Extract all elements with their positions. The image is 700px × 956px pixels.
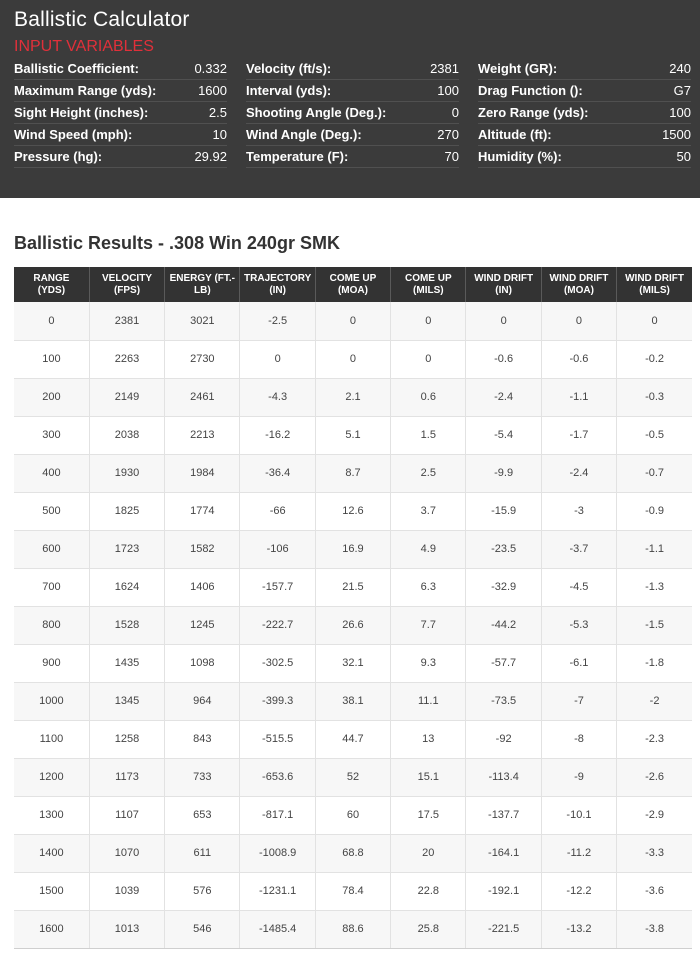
input-row — [14, 146, 692, 168]
column-header — [240, 267, 315, 302]
column-header-line: (MILS) — [639, 284, 670, 296]
column-header — [89, 267, 164, 302]
table-row — [14, 302, 692, 340]
column-header-line: (MOA) — [337, 284, 368, 296]
table-cell: -1.3 — [617, 568, 692, 606]
ballistic-coefficient-field[interactable] — [14, 58, 227, 80]
table-cell: 38.1 — [315, 682, 390, 720]
field-value[interactable]: 1500 — [662, 127, 691, 142]
column-header-line: COME UP — [404, 272, 452, 284]
field-label: Shooting Angle (Deg.): — [246, 105, 387, 120]
table-cell: 2213 — [165, 416, 240, 454]
table-cell: 9.3 — [391, 644, 466, 682]
field-label: Ballistic Coefficient: — [14, 61, 139, 76]
table-cell: 78.4 — [315, 872, 390, 910]
table-cell: 1070 — [89, 834, 164, 872]
table-cell: -16.2 — [240, 416, 315, 454]
table-cell: -1231.1 — [240, 872, 315, 910]
table-cell: -13.2 — [541, 910, 616, 948]
table-cell: 15.1 — [391, 758, 466, 796]
column-header-line: COME UP — [329, 272, 377, 284]
field-label: Wind Speed (mph): — [14, 127, 133, 142]
field-value[interactable]: 50 — [676, 149, 691, 164]
altitude-field[interactable] — [478, 124, 691, 146]
table-cell: 1435 — [89, 644, 164, 682]
table-cell: 8.7 — [315, 454, 390, 492]
table-cell: -0.6 — [541, 340, 616, 378]
table-cell: 2.5 — [391, 454, 466, 492]
table-cell: 700 — [14, 568, 89, 606]
input-row — [14, 124, 692, 146]
table-cell: -3 — [541, 492, 616, 530]
table-header — [14, 267, 692, 302]
table-cell: -3.6 — [617, 872, 692, 910]
table-cell: 500 — [14, 492, 89, 530]
field-value[interactable]: 100 — [669, 105, 691, 120]
table-cell: -12.2 — [541, 872, 616, 910]
table-cell: -106 — [240, 530, 315, 568]
table-cell: 52 — [315, 758, 390, 796]
table-cell: -221.5 — [466, 910, 541, 948]
table-cell: 653 — [165, 796, 240, 834]
table-cell: -817.1 — [240, 796, 315, 834]
table-row — [14, 454, 692, 492]
table-cell: 1723 — [89, 530, 164, 568]
field-label: Temperature (F): — [246, 149, 349, 164]
table-row — [14, 720, 692, 758]
table-cell: -157.7 — [240, 568, 315, 606]
table-cell: -5.3 — [541, 606, 616, 644]
field-value[interactable]: 29.92 — [194, 149, 227, 164]
table-row — [14, 378, 692, 416]
wind-speed-field[interactable] — [14, 124, 227, 146]
table-cell: 611 — [165, 834, 240, 872]
field-label: Drag Function (): — [478, 83, 583, 98]
column-header-line: (FPS) — [113, 284, 141, 296]
table-cell: -113.4 — [466, 758, 541, 796]
table-cell: -2.3 — [617, 720, 692, 758]
field-value[interactable]: 1600 — [198, 83, 227, 98]
input-row — [14, 80, 692, 102]
input-row — [14, 102, 692, 124]
table-body — [14, 302, 692, 948]
table-cell: -66 — [240, 492, 315, 530]
column-header-line: VELOCITY — [101, 272, 152, 284]
table-cell: 1245 — [165, 606, 240, 644]
table-row — [14, 910, 692, 948]
table-cell: 2.1 — [315, 378, 390, 416]
table-cell: -2.5 — [240, 302, 315, 340]
column-header — [466, 267, 541, 302]
drag-function-field[interactable] — [478, 80, 691, 102]
field-value[interactable]: 240 — [669, 61, 691, 76]
table-cell: 3.7 — [391, 492, 466, 530]
table-row — [14, 492, 692, 530]
column-header — [617, 267, 692, 302]
table-cell: -137.7 — [466, 796, 541, 834]
table-cell: -6.1 — [541, 644, 616, 682]
wind-angle-field[interactable] — [246, 124, 459, 146]
field-label: Wind Angle (Deg.): — [246, 127, 362, 142]
table-cell: -9.9 — [466, 454, 541, 492]
table-cell: 0 — [541, 302, 616, 340]
table-cell: -10.1 — [541, 796, 616, 834]
column-header-line: (MOA) — [563, 284, 594, 296]
velocity-field[interactable] — [246, 58, 459, 80]
table-cell: -2.9 — [617, 796, 692, 834]
table-cell: 0 — [315, 302, 390, 340]
table-cell: 32.1 — [315, 644, 390, 682]
column-header — [165, 267, 240, 302]
field-label: Pressure (hg): — [14, 149, 103, 164]
table-cell: 900 — [14, 644, 89, 682]
table-cell: 1528 — [89, 606, 164, 644]
column-header — [541, 267, 616, 302]
column-header-line: LB) — [193, 284, 211, 296]
table-cell: 1774 — [165, 492, 240, 530]
column-header-line: (YDS) — [37, 284, 66, 296]
table-cell: 1406 — [165, 568, 240, 606]
table-cell: -1.5 — [617, 606, 692, 644]
field-value[interactable]: 10 — [212, 127, 227, 142]
table-cell: -57.7 — [466, 644, 541, 682]
table-cell: -0.2 — [617, 340, 692, 378]
table-cell: 800 — [14, 606, 89, 644]
table-cell: -73.5 — [466, 682, 541, 720]
table-cell: 1930 — [89, 454, 164, 492]
table-cell: -1008.9 — [240, 834, 315, 872]
table-cell: -2.4 — [466, 378, 541, 416]
table-cell: -92 — [466, 720, 541, 758]
table-row — [14, 530, 692, 568]
table-cell: -0.7 — [617, 454, 692, 492]
table-cell: 60 — [315, 796, 390, 834]
humidity-field[interactable] — [478, 146, 691, 168]
field-label: Interval (yds): — [246, 83, 332, 98]
interval-field[interactable] — [246, 80, 459, 102]
table-cell: 26.6 — [315, 606, 390, 644]
input-variables-heading: INPUT VARIABLES — [14, 38, 154, 55]
table-cell: 1173 — [89, 758, 164, 796]
field-label: Velocity (ft/s): — [246, 61, 332, 76]
table-cell: 1582 — [165, 530, 240, 568]
table-cell: 964 — [165, 682, 240, 720]
field-label: Sight Height (inches): — [14, 105, 149, 120]
maximum-range-field[interactable] — [14, 80, 227, 102]
table-cell: -3.8 — [617, 910, 692, 948]
table-cell: 12.6 — [315, 492, 390, 530]
header-row — [14, 267, 692, 302]
table-cell: 3021 — [165, 302, 240, 340]
table-cell: 1200 — [14, 758, 89, 796]
table-cell: -2 — [617, 682, 692, 720]
table-cell: 0 — [391, 340, 466, 378]
field-value[interactable]: 2.5 — [208, 105, 227, 120]
column-header-line: TRAJECTORY — [244, 272, 312, 284]
table-cell: -32.9 — [466, 568, 541, 606]
temperature-field[interactable] — [246, 146, 459, 168]
table-cell: 1.5 — [391, 416, 466, 454]
table-row — [14, 416, 692, 454]
table-cell: 0 — [315, 340, 390, 378]
sight-height-field[interactable] — [14, 102, 227, 124]
table-cell: 1624 — [89, 568, 164, 606]
table-cell: -36.4 — [240, 454, 315, 492]
table-cell: -2.4 — [541, 454, 616, 492]
shooting-angle-field[interactable] — [246, 102, 459, 124]
table-cell: 576 — [165, 872, 240, 910]
table-cell: -164.1 — [466, 834, 541, 872]
table-cell: -0.9 — [617, 492, 692, 530]
table-cell: 843 — [165, 720, 240, 758]
table-cell: -192.1 — [466, 872, 541, 910]
table-cell: 0 — [14, 302, 89, 340]
column-header-line: ENERGY (FT.- — [169, 272, 236, 284]
table-row — [14, 606, 692, 644]
table-row — [14, 796, 692, 834]
table-cell: -3.7 — [541, 530, 616, 568]
table-cell: -7 — [541, 682, 616, 720]
table-cell: 11.1 — [391, 682, 466, 720]
column-header-line: WIND DRIFT — [549, 272, 609, 284]
table-cell: -1.1 — [541, 378, 616, 416]
pressure-field[interactable] — [14, 146, 227, 168]
field-label: Zero Range (yds): — [478, 105, 589, 120]
table-cell: 1000 — [14, 682, 89, 720]
table-cell: 16.9 — [315, 530, 390, 568]
table-cell: -23.5 — [466, 530, 541, 568]
table-cell: 1013 — [89, 910, 164, 948]
table-cell: -1485.4 — [240, 910, 315, 948]
field-value[interactable]: 70 — [444, 149, 459, 164]
table-cell: 1825 — [89, 492, 164, 530]
column-header-line: (IN) — [269, 284, 286, 296]
field-value[interactable]: 0.332 — [194, 61, 227, 76]
table-cell: 17.5 — [391, 796, 466, 834]
table-cell: -302.5 — [240, 644, 315, 682]
table-cell: 2381 — [89, 302, 164, 340]
table-cell: 22.8 — [391, 872, 466, 910]
field-label: Weight (GR): — [478, 61, 558, 76]
table-cell: -44.2 — [466, 606, 541, 644]
column-header-line: WIND DRIFT — [625, 272, 684, 284]
table-cell: 1258 — [89, 720, 164, 758]
table-cell: 1039 — [89, 872, 164, 910]
zero-range-field[interactable] — [478, 102, 691, 124]
table-cell: 2730 — [165, 340, 240, 378]
table-cell: 6.3 — [391, 568, 466, 606]
table-cell: -3.3 — [617, 834, 692, 872]
table-row — [14, 834, 692, 872]
field-value[interactable]: 100 — [437, 83, 459, 98]
table-row — [14, 568, 692, 606]
input-row — [14, 58, 692, 80]
column-header — [391, 267, 466, 302]
table-cell: 0 — [240, 340, 315, 378]
table-row — [14, 644, 692, 682]
table-cell: -0.6 — [466, 340, 541, 378]
table-cell: 1100 — [14, 720, 89, 758]
field-value[interactable]: 270 — [437, 127, 459, 142]
table-cell: -653.6 — [240, 758, 315, 796]
table-cell: 25.8 — [391, 910, 466, 948]
field-value[interactable]: G7 — [673, 83, 691, 98]
table-cell: 1345 — [89, 682, 164, 720]
input-variables-grid — [14, 58, 692, 168]
table-cell: 13 — [391, 720, 466, 758]
table-cell: -4.5 — [541, 568, 616, 606]
table-cell: 0 — [617, 302, 692, 340]
table-cell: 1098 — [165, 644, 240, 682]
table-cell: 600 — [14, 530, 89, 568]
table-cell: -399.3 — [240, 682, 315, 720]
column-header-line: RANGE — [33, 272, 70, 284]
table-cell: -0.3 — [617, 378, 692, 416]
table-cell: 1300 — [14, 796, 89, 834]
table-cell: 1107 — [89, 796, 164, 834]
table-cell: -5.4 — [466, 416, 541, 454]
table-cell: 44.7 — [315, 720, 390, 758]
table-cell: 733 — [165, 758, 240, 796]
table-row — [14, 758, 692, 796]
table-cell: 4.9 — [391, 530, 466, 568]
table-cell: 68.8 — [315, 834, 390, 872]
table-row — [14, 340, 692, 378]
field-label: Maximum Range (yds): — [14, 83, 157, 98]
table-row — [14, 682, 692, 720]
table-cell: -515.5 — [240, 720, 315, 758]
table-cell: 546 — [165, 910, 240, 948]
table-cell: 2461 — [165, 378, 240, 416]
app-title: Ballistic Calculator — [14, 8, 190, 31]
table-cell: 5.1 — [315, 416, 390, 454]
table-cell: 1400 — [14, 834, 89, 872]
table-cell: 20 — [391, 834, 466, 872]
table-cell: 0 — [391, 302, 466, 340]
table-cell: 100 — [14, 340, 89, 378]
table-cell: 1500 — [14, 872, 89, 910]
table-cell: -15.9 — [466, 492, 541, 530]
table-cell: 1600 — [14, 910, 89, 948]
table-cell: -8 — [541, 720, 616, 758]
table-cell: 21.5 — [315, 568, 390, 606]
table-cell: 2038 — [89, 416, 164, 454]
table-row — [14, 872, 692, 910]
ballistic-results-table — [14, 267, 692, 949]
table-cell: 400 — [14, 454, 89, 492]
field-value[interactable]: 2381 — [430, 61, 459, 76]
column-header-line: WIND DRIFT — [474, 272, 534, 284]
table-cell: -11.2 — [541, 834, 616, 872]
table-cell: 2263 — [89, 340, 164, 378]
table-cell: -2.6 — [617, 758, 692, 796]
results-title: Ballistic Results - .308 Win 240gr SMK — [14, 233, 340, 253]
input-panel — [0, 0, 700, 198]
table-cell: -1.8 — [617, 644, 692, 682]
table-cell: -0.5 — [617, 416, 692, 454]
column-header — [315, 267, 390, 302]
column-header-line: (MILS) — [413, 284, 444, 296]
table-cell: -9 — [541, 758, 616, 796]
column-header-line: (IN) — [495, 284, 512, 296]
table-cell: 88.6 — [315, 910, 390, 948]
table-cell: -4.3 — [240, 378, 315, 416]
field-label: Altitude (ft): — [478, 127, 552, 142]
table-cell: -1.1 — [617, 530, 692, 568]
table-cell: 0 — [466, 302, 541, 340]
field-value[interactable]: 0 — [451, 105, 459, 120]
table-cell: -222.7 — [240, 606, 315, 644]
table-cell: 300 — [14, 416, 89, 454]
field-label: Humidity (%): — [478, 149, 562, 164]
weight-field[interactable] — [478, 58, 691, 80]
table-cell: 2149 — [89, 378, 164, 416]
table-cell: 1984 — [165, 454, 240, 492]
table-cell: 0.6 — [391, 378, 466, 416]
table-cell: 200 — [14, 378, 89, 416]
table-cell: -1.7 — [541, 416, 616, 454]
table-cell: 7.7 — [391, 606, 466, 644]
column-header — [14, 267, 89, 302]
